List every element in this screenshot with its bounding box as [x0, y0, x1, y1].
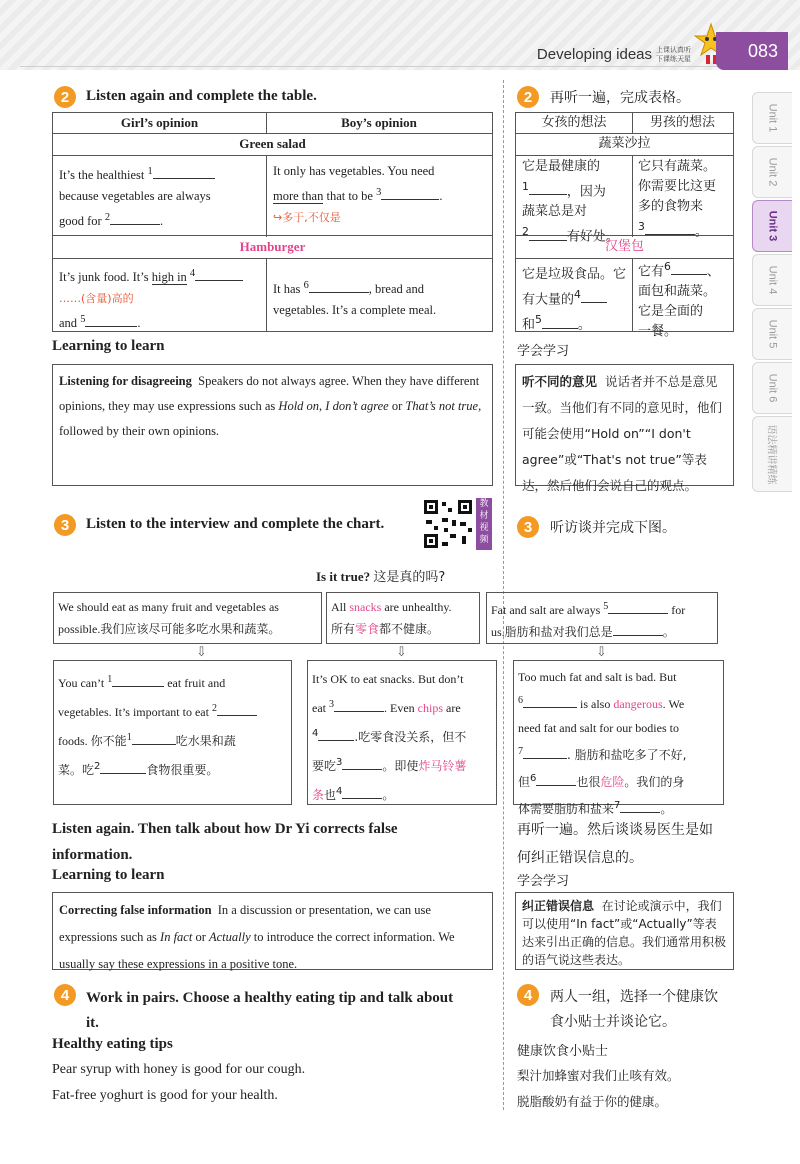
text: 它是垃圾食品。它: [522, 267, 627, 282]
text: chips: [417, 701, 443, 715]
salad-girl-cell: It’s the healthiest $^1$ because vegetables are always good for $^2$ .: [59, 161, 259, 232]
down-arrow-icon: ⇩: [596, 644, 607, 659]
sup: 2: [94, 761, 101, 772]
text: Fat and salt are always: [491, 603, 601, 617]
tab-unit-6[interactable]: Unit 6: [752, 362, 792, 414]
claim-box-3: [486, 592, 718, 644]
text: 在讨论或演示中，我们可以使用“In fact”或“Actually”等表达来引出正确的信息。我们通常用积极的语气说这些表达。: [522, 899, 727, 967]
text: All: [331, 600, 347, 614]
answer-blank-5-cn[interactable]: [613, 634, 663, 636]
text: more than: [273, 189, 324, 204]
exercise-number-badge: 2: [54, 86, 76, 108]
text: ,: [319, 399, 323, 413]
sup: 6: [303, 280, 309, 291]
learning-tip-box-cn: [515, 364, 734, 493]
listen-again-instruction: [52, 816, 494, 868]
text: It’s the healthiest: [59, 168, 145, 183]
text: expressions such as: [59, 930, 157, 944]
healthy-tip-2-cn: 脱脂酸奶有益于你的健康。: [517, 1094, 668, 1109]
text: It only has vegetables. You need: [273, 164, 435, 178]
tab-unit-5[interactable]: Unit 5: [752, 308, 792, 360]
answer-blank-6[interactable]: [671, 273, 707, 275]
opinion-table: [52, 112, 493, 332]
text: 面包和蔬菜。: [638, 284, 717, 300]
answer-blank-1-cn[interactable]: [132, 743, 176, 745]
down-arrow-icon: ⇩: [396, 644, 407, 659]
hamburger-boy-cell-cn: 它有$^6$ 、 面包和蔬菜。 它是全面的 一餐。: [638, 257, 730, 342]
text: 体需要脂肪和盐来: [518, 802, 615, 816]
handwritten-note: ……(含量)高的: [59, 292, 134, 306]
text: 也: [324, 788, 337, 802]
learning-to-learn-heading-cn: 学会学习: [517, 874, 570, 889]
text: 都不健康。: [379, 622, 440, 636]
text: 也很: [576, 775, 601, 789]
answer-blank-7-cn[interactable]: [620, 811, 660, 813]
tab-grammar[interactable]: 语法精讲精练: [752, 416, 792, 492]
text: 这是真的吗?: [373, 570, 446, 585]
text: 你需要比这更: [638, 179, 717, 194]
text: 条: [312, 788, 325, 802]
answer-blank-5[interactable]: [85, 325, 137, 327]
text: high in: [151, 270, 187, 285]
text: 。即使: [382, 759, 419, 773]
header-slogan: 上课认真听 下课练天星: [656, 46, 691, 63]
text: Listen again. Then talk about how Dr Yi corrects false: [52, 821, 398, 837]
table-divider: [266, 259, 267, 331]
text: You can’t: [58, 676, 105, 690]
exercise-number-badge: 4: [517, 984, 539, 1006]
healthy-tip-2: Fat-free yoghurt is good for your health.: [52, 1088, 278, 1103]
text: 再听一遍。然后谈谈易医生是如: [517, 822, 713, 838]
answer-blank-2-cn[interactable]: [100, 772, 146, 774]
text: 有大量的: [522, 292, 575, 308]
healthy-tip-1: Pear syrup with honey is good for our cough.: [52, 1062, 306, 1077]
text: , bread and: [368, 282, 424, 297]
sup: 6: [530, 773, 537, 784]
text: different opinions, they may use expressions such as: [59, 374, 480, 413]
sup: 3: [638, 220, 645, 233]
text: snacks: [349, 600, 382, 614]
text: good for: [59, 214, 102, 229]
answer-blank-5[interactable]: [542, 327, 578, 329]
text: vegetables. It’s a complete meal.: [273, 303, 437, 318]
col-header-girl: Girl’s opinion: [53, 113, 267, 134]
answer-blank-6[interactable]: [309, 291, 369, 293]
text: 你不能: [90, 734, 127, 748]
text: 食小贴士并谈论它。: [550, 1014, 676, 1030]
exercise-2-title: Listen again and complete the table.: [86, 88, 317, 104]
salad-boy-cell-cn: 它只有蔬菜。 你需要比这更 多的食物来 $^3$ 。: [638, 157, 730, 242]
hamburger-boy-cell: [273, 275, 485, 321]
col-header-boy-cn: 男孩的想法: [632, 113, 733, 134]
text: it.: [86, 1015, 99, 1031]
exercise-number-badge: 4: [54, 984, 76, 1006]
exercise-4-title: [86, 986, 494, 1036]
sup: 7: [518, 746, 523, 757]
text: 有好处。: [566, 229, 619, 245]
sup: 4: [336, 786, 343, 797]
answer-blank-4-cn[interactable]: [342, 797, 382, 799]
text: 两人一组，选择一个健康饮: [550, 989, 718, 1005]
text: or: [391, 399, 403, 413]
learning-to-learn-heading: Learning to learn: [52, 867, 165, 883]
text: 何纠正错误信息的。: [517, 850, 643, 866]
tip-label: Correcting false information: [59, 903, 212, 917]
answer-blank-6-cn[interactable]: [536, 784, 576, 786]
tab-unit-1[interactable]: Unit 1: [752, 92, 792, 144]
text: 但: [518, 775, 531, 789]
text: We should eat as many fruit and vegetables as: [58, 600, 279, 614]
tip-label: Listening for disagreeing: [59, 374, 192, 388]
correction-box-1: [53, 660, 292, 805]
text: 我们应该尽可能多吃水果和蔬菜。: [100, 622, 281, 636]
text: are unhealthy.: [384, 600, 452, 614]
correction-box-3: [513, 660, 724, 816]
text: Actually: [209, 930, 251, 944]
text: to introduce the correct information.: [253, 930, 436, 944]
text: need fat and salt for our bodies to: [518, 721, 679, 735]
learning-to-learn-heading: Learning to learn: [52, 338, 165, 354]
exercise-number-badge: 3: [54, 514, 76, 536]
text: 多的食物来: [638, 199, 704, 214]
claim-box-1: [53, 592, 322, 644]
text: 它是最健康的: [522, 159, 601, 174]
sup: 6: [518, 695, 523, 706]
healthy-tips-heading-cn: 健康饮食小贴士: [517, 1044, 609, 1059]
text: or: [195, 930, 206, 944]
text: . Even: [384, 701, 415, 715]
text: 说话者并不总是意见一致。当他们有不同的意见时，他们可能会使用“Hold on”“I don't agree”或“That's not true”等表达，然后他们会说自己的观点。: [522, 374, 723, 493]
sup: 3: [376, 187, 382, 198]
sup: 6: [664, 260, 671, 273]
answer-blank-1[interactable]: [153, 177, 215, 179]
text: and: [59, 316, 78, 331]
salad-boy-cell: It only has vegetables. You need more than that to be $^3$ . ↪多于,不仅是: [273, 161, 485, 228]
answer-blank-5[interactable]: [608, 612, 668, 614]
text: Hold on: [278, 399, 320, 413]
down-arrow-icon: ⇩: [196, 644, 207, 659]
text: 零食: [355, 622, 380, 636]
qr-code-icon[interactable]: [422, 498, 474, 550]
text: 。我们的身: [624, 775, 685, 789]
claim-box-2: [326, 592, 480, 644]
sup: 1: [107, 674, 113, 685]
sup: 7: [614, 800, 621, 811]
correction-box-2: [307, 660, 497, 805]
text: 吃水果和蔬: [175, 734, 236, 748]
answer-blank-4[interactable]: [581, 301, 607, 303]
text: 。: [660, 802, 673, 816]
text: that to be: [326, 189, 373, 204]
text: 和: [522, 317, 536, 333]
hamburger-girl-cell: It’s junk food. It’s high in $^4$ ……(含量)高的 and $^5$ .: [59, 263, 259, 334]
hamburger-girl-cell-cn: 它是垃圾食品。它 有大量的$^4$ 和$^5$ 。: [522, 267, 627, 333]
sup: 1: [126, 732, 132, 743]
exercise-4-title-cn: [550, 985, 718, 1035]
text: 食物很重要。: [146, 763, 219, 777]
text: Is it true?: [316, 569, 371, 584]
text: eat: [312, 701, 326, 715]
text: 它只有蔬菜。: [638, 159, 717, 174]
text: , followed by their own opinions.: [59, 399, 482, 438]
exercise-3-title: Listen to the interview and complete the chart.: [86, 516, 385, 532]
text: It’s OK to eat snacks. But don’t: [312, 672, 464, 686]
answer-blank-2[interactable]: [217, 714, 257, 716]
col-header-boy: Boy’s opinion: [266, 113, 492, 134]
opinion-table-cn: [515, 112, 734, 340]
text: That’s not true: [405, 399, 479, 413]
sup: 1: [522, 180, 529, 193]
text: In fact: [160, 930, 193, 944]
sup: 3: [336, 757, 343, 768]
text: 它是全面的: [638, 304, 704, 320]
text: is also: [580, 697, 611, 711]
text: 菜。吃: [58, 763, 95, 777]
sup: 5: [80, 314, 86, 326]
exercise-3-title-cn: 听访谈并完成下图。: [550, 520, 676, 536]
answer-blank-2[interactable]: [110, 223, 160, 225]
table-divider: [632, 155, 633, 237]
row-title-salad-cn: 蔬菜沙拉: [516, 133, 733, 156]
col-header-girl-cn: 女孩的想法: [516, 113, 633, 134]
sup: 5: [535, 313, 542, 327]
sup: 4: [312, 728, 319, 739]
text: Too much fat and salt is bad. But: [518, 670, 677, 684]
text: 危险: [600, 775, 625, 789]
text: .吃零食没关系，但不: [354, 730, 467, 744]
text: 它有: [638, 264, 665, 280]
text: 一餐。: [638, 324, 678, 340]
listen-again-instruction-cn: [517, 816, 713, 872]
video-tag: 教材视频: [476, 498, 492, 550]
text: . We: [662, 697, 685, 711]
text: because vegetables are always: [59, 189, 211, 204]
text: foods.: [58, 734, 88, 748]
text: dangerous: [613, 697, 663, 711]
tab-unit-3[interactable]: Unit 3: [752, 200, 792, 252]
answer-blank-1[interactable]: [529, 193, 567, 195]
text: In a discussion or presentation, we can use: [217, 903, 431, 917]
row-title-hamburger-cn: 汉堡包: [516, 235, 733, 259]
text: It’s junk food. It’s: [59, 270, 149, 285]
tab-unit-4[interactable]: Unit 4: [752, 254, 792, 306]
text: vegetables. It’s important to eat: [58, 705, 209, 719]
text: 要吃: [312, 759, 337, 773]
answer-blank-1[interactable]: [112, 685, 164, 687]
sup: 3: [329, 699, 334, 710]
text: information.: [52, 847, 133, 863]
text: are: [446, 701, 461, 715]
sup: 2: [211, 703, 217, 714]
text: . 脂肪和盐吃多了不好,: [567, 748, 687, 762]
table-divider: [632, 259, 633, 331]
sup: 2: [104, 212, 111, 224]
text: I don’t agree: [325, 399, 389, 413]
table-divider: [266, 155, 267, 237]
tip-label: 听不同的意见: [522, 374, 598, 389]
tip-label: 纠正错误信息: [522, 899, 595, 913]
text: ，因为: [566, 184, 606, 200]
chart-title: [316, 566, 445, 585]
row-title-hamburger: Hamburger: [53, 235, 492, 259]
exercise-number-badge: 3: [517, 516, 539, 538]
learning-tip-box: [52, 892, 493, 970]
answer-blank-3[interactable]: [381, 198, 439, 200]
handwritten-note: ↪多于,不仅是: [273, 211, 341, 225]
text: 。: [382, 788, 395, 802]
answer-blank-7[interactable]: [523, 757, 567, 759]
answer-blank-4[interactable]: [318, 739, 354, 741]
exercise-2-title-cn: 再听一遍，完成表格。: [550, 90, 690, 106]
sup: 1: [147, 166, 153, 177]
answer-blank-3-cn[interactable]: [342, 768, 382, 770]
learning-to-learn-heading-cn: 学会学习: [517, 344, 570, 359]
text: 蔬菜总是对: [522, 204, 588, 220]
text: us.: [491, 625, 505, 639]
text: possible.: [58, 622, 101, 636]
page-number: 083: [716, 32, 788, 70]
text: 。: [662, 625, 675, 639]
text: It has: [273, 282, 301, 297]
learning-tip-box-cn: [515, 892, 734, 970]
sup: 2: [522, 225, 529, 239]
text: for: [671, 603, 686, 617]
sup: 4: [189, 268, 196, 279]
healthy-tip-1-cn: 梨汁加蜂蜜对我们止咳有效。: [517, 1068, 680, 1083]
answer-blank-4[interactable]: [195, 279, 243, 281]
text: eat fruit and: [167, 676, 226, 690]
exercise-number-badge: 2: [517, 86, 539, 108]
learning-tip-box: [52, 364, 493, 486]
sup: 4: [574, 288, 581, 301]
answer-blank-6[interactable]: [523, 706, 577, 708]
answer-blank-3[interactable]: [334, 710, 384, 712]
text: We usually say these expressions in a positive tone.: [59, 930, 455, 971]
text: 多于,不仅是: [282, 211, 341, 225]
section-title: Developing ideas: [536, 46, 652, 63]
healthy-tips-heading: Healthy eating tips: [52, 1036, 173, 1052]
header-rule: [20, 66, 720, 67]
text: 所有: [331, 622, 356, 636]
text: Speakers do not always agree. When they have: [198, 374, 434, 388]
text: 炸马铃薯: [418, 759, 467, 773]
text: Work in pairs. Choose a healthy eating tip and talk about: [86, 990, 454, 1006]
row-title-salad: Green salad: [53, 133, 492, 156]
sup: 5: [603, 601, 609, 612]
text: 脂肪和盐对我们总是: [504, 625, 613, 639]
tab-unit-2[interactable]: Unit 2: [752, 146, 792, 198]
